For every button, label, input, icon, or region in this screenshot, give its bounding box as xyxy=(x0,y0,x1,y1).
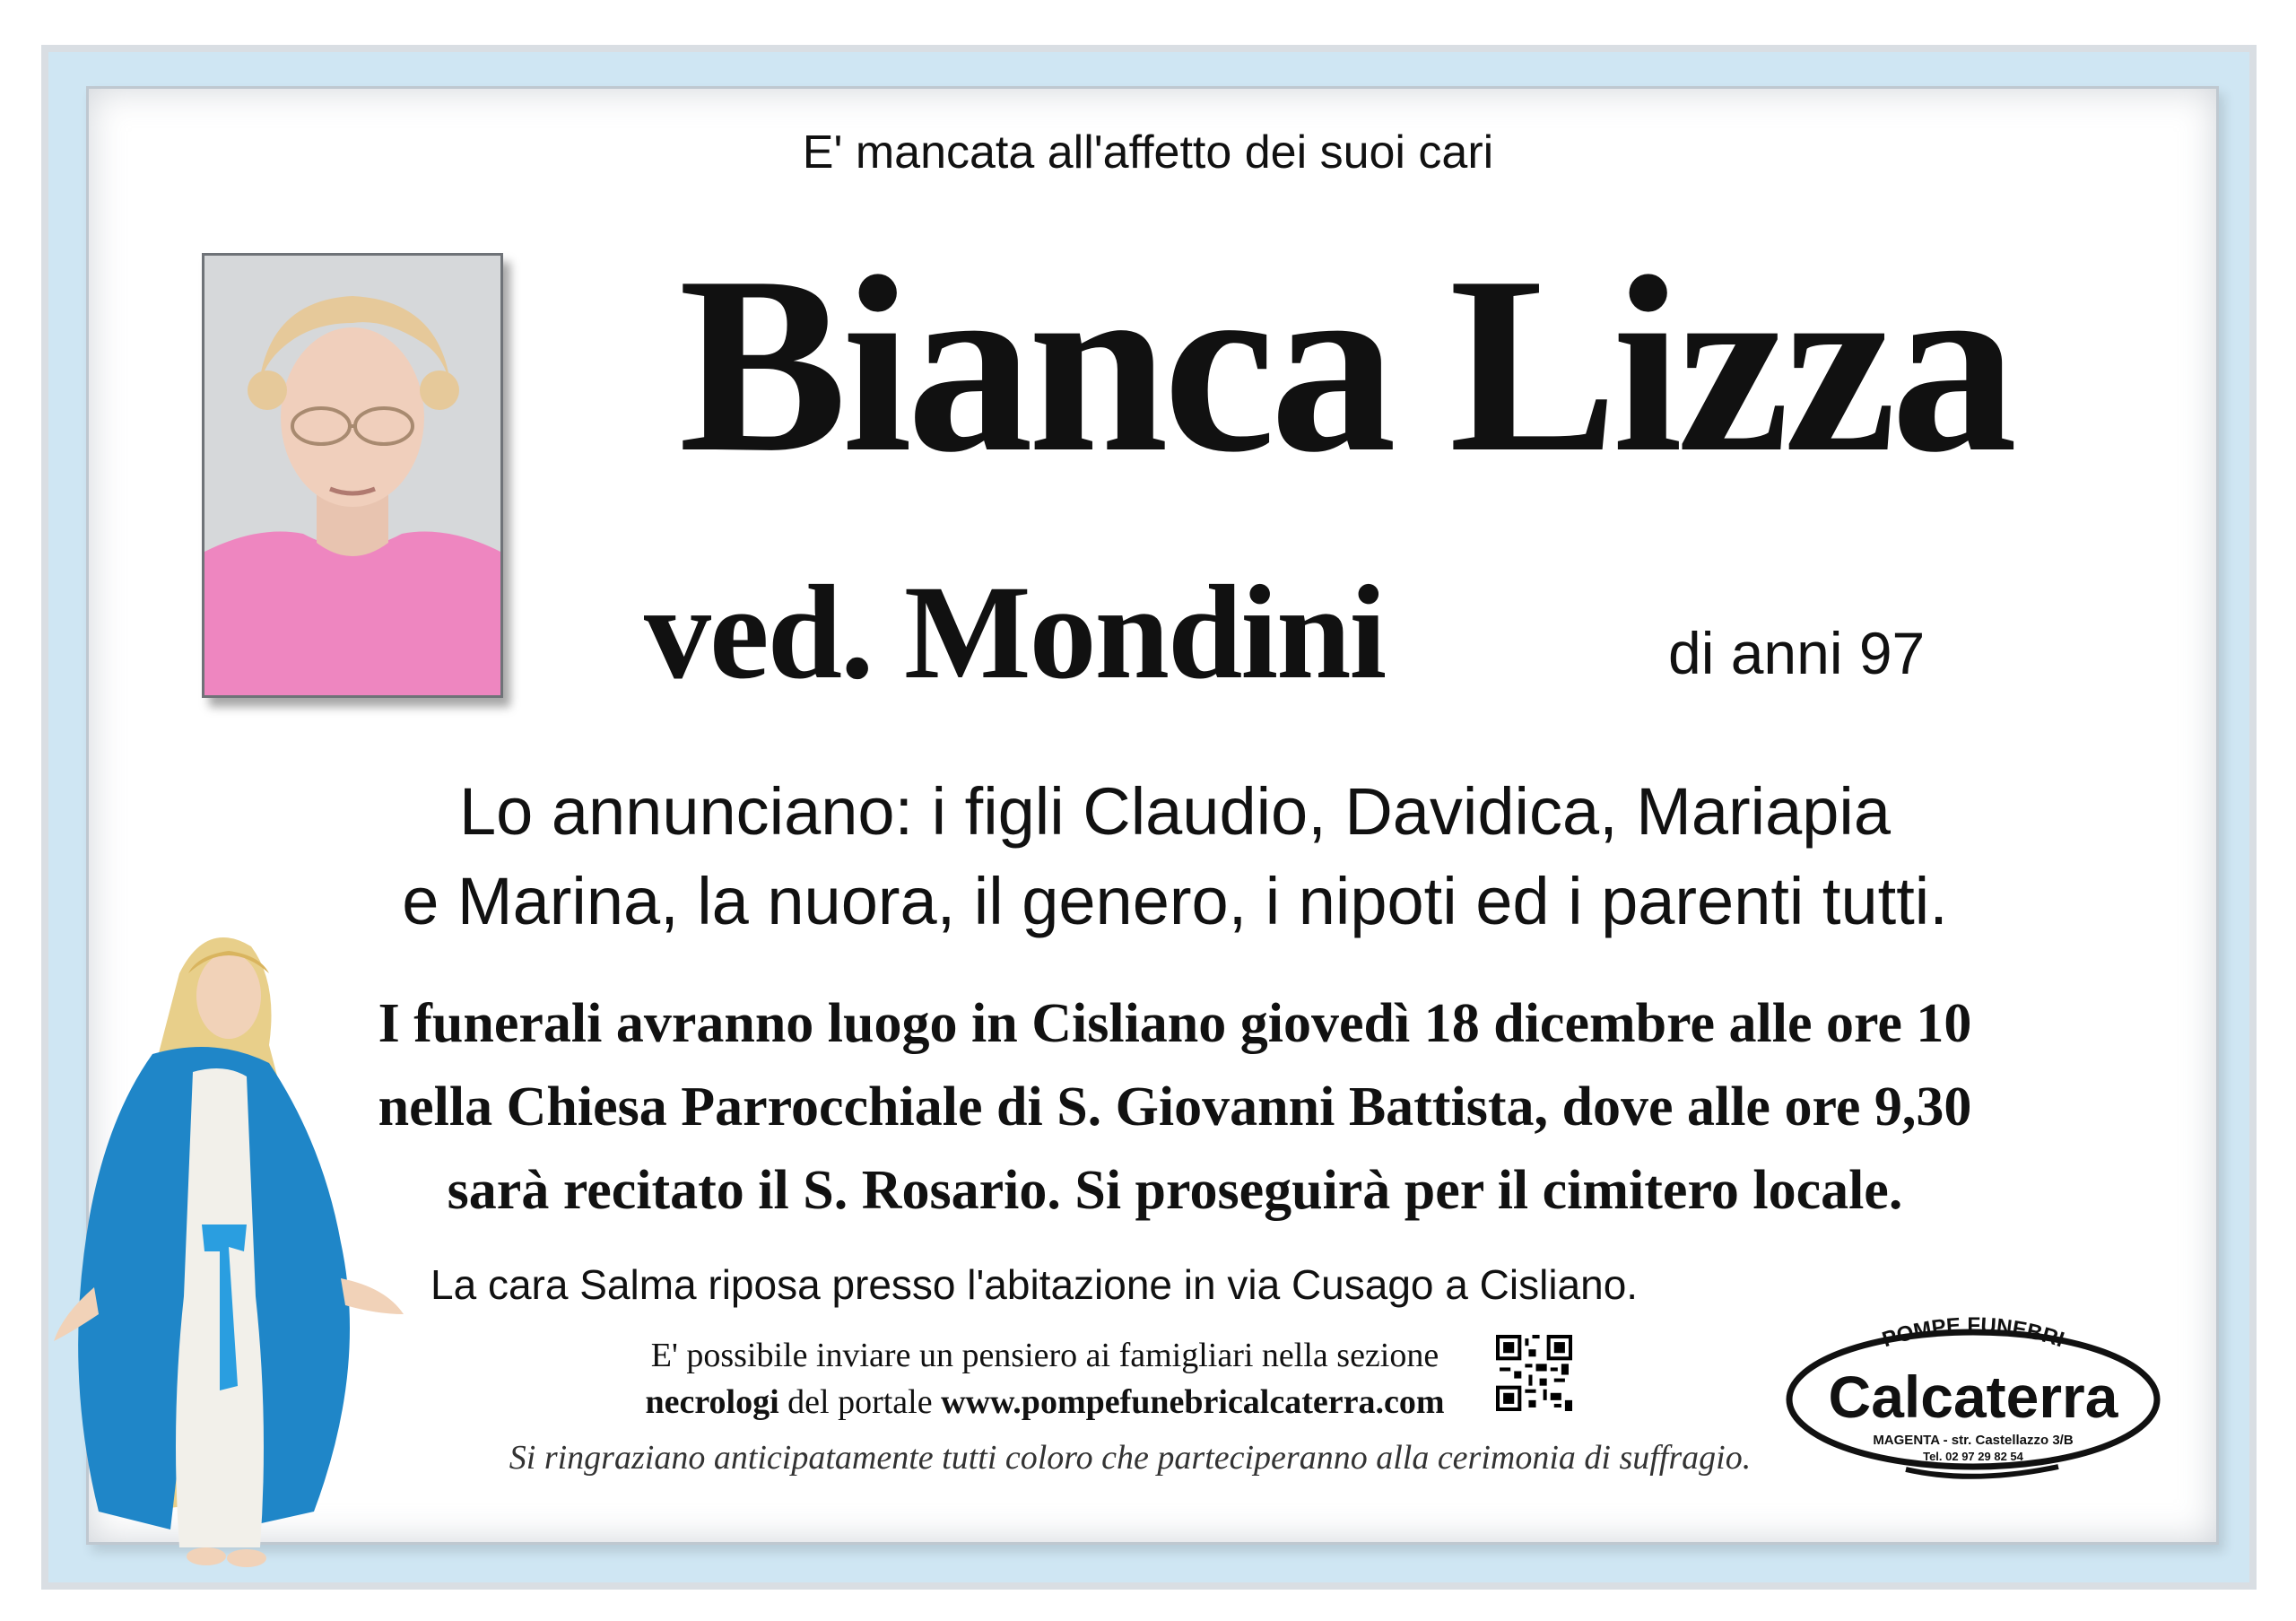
funeral-info xyxy=(341,982,2009,1233)
funeral-line-1: I funerali avranno luogo in Cisliano giovedì 18 dicembre alle ore 10 xyxy=(378,993,1972,1054)
funeral-line-3: sarà recitato il S. Rosario. Si proseguirà per il cimitero locale. xyxy=(447,1160,1903,1221)
thanks-note: Si ringraziano anticipatamente tutti coloro che parteciperanno alla cerimonia di suffragio. xyxy=(509,1439,1752,1477)
deceased-name: Bianca Lizza xyxy=(678,224,2013,504)
intro-text: E' mancata all'affetto dei suoi cari xyxy=(802,126,1494,179)
announcement xyxy=(341,767,2009,946)
portal-middle: del portale xyxy=(778,1383,942,1421)
announcement-line-1: Lo annunciano: i figli Claudio, Davidica, Mariapia xyxy=(458,774,1892,849)
logo-top-text: POMPE FUNEBRI xyxy=(1879,1312,2067,1353)
portal-line-1: E' possibile inviare un pensiero ai famigliari nella sezione xyxy=(650,1337,1439,1374)
widow-of: ved. Mondini xyxy=(644,558,1386,707)
funeral-line-2: nella Chiesa Parrocchiale di S. Giovanni Battista, dove alle ore 9,30 xyxy=(378,1076,1972,1137)
madonna-image xyxy=(45,919,404,1583)
logo-brand: Calcaterra xyxy=(1828,1364,2118,1430)
logo-phone: Tel. 02 97 29 82 54 xyxy=(1923,1450,2023,1463)
portal-line-2 xyxy=(556,1379,1534,1425)
salma-info: La cara Salma riposa presso l'abitazione in via Cusago a Cisliano. xyxy=(430,1261,1639,1308)
portal-url[interactable]: www.pompefunebricalcaterra.com xyxy=(941,1383,1445,1421)
portrait-photo xyxy=(202,253,503,698)
necrologi-label: necrologi xyxy=(645,1383,779,1421)
company-logo[interactable] xyxy=(1780,1301,2166,1480)
age: di anni 97 xyxy=(1668,620,1926,686)
announcement-line-2: e Marina, la nuora, il genero, i nipoti ed i parenti tutti. xyxy=(402,864,1948,938)
portal-info xyxy=(556,1332,1534,1425)
logo-address: MAGENTA - str. Castellazzo 3/B xyxy=(1873,1433,2074,1448)
qr-code-icon[interactable] xyxy=(1496,1335,1572,1411)
